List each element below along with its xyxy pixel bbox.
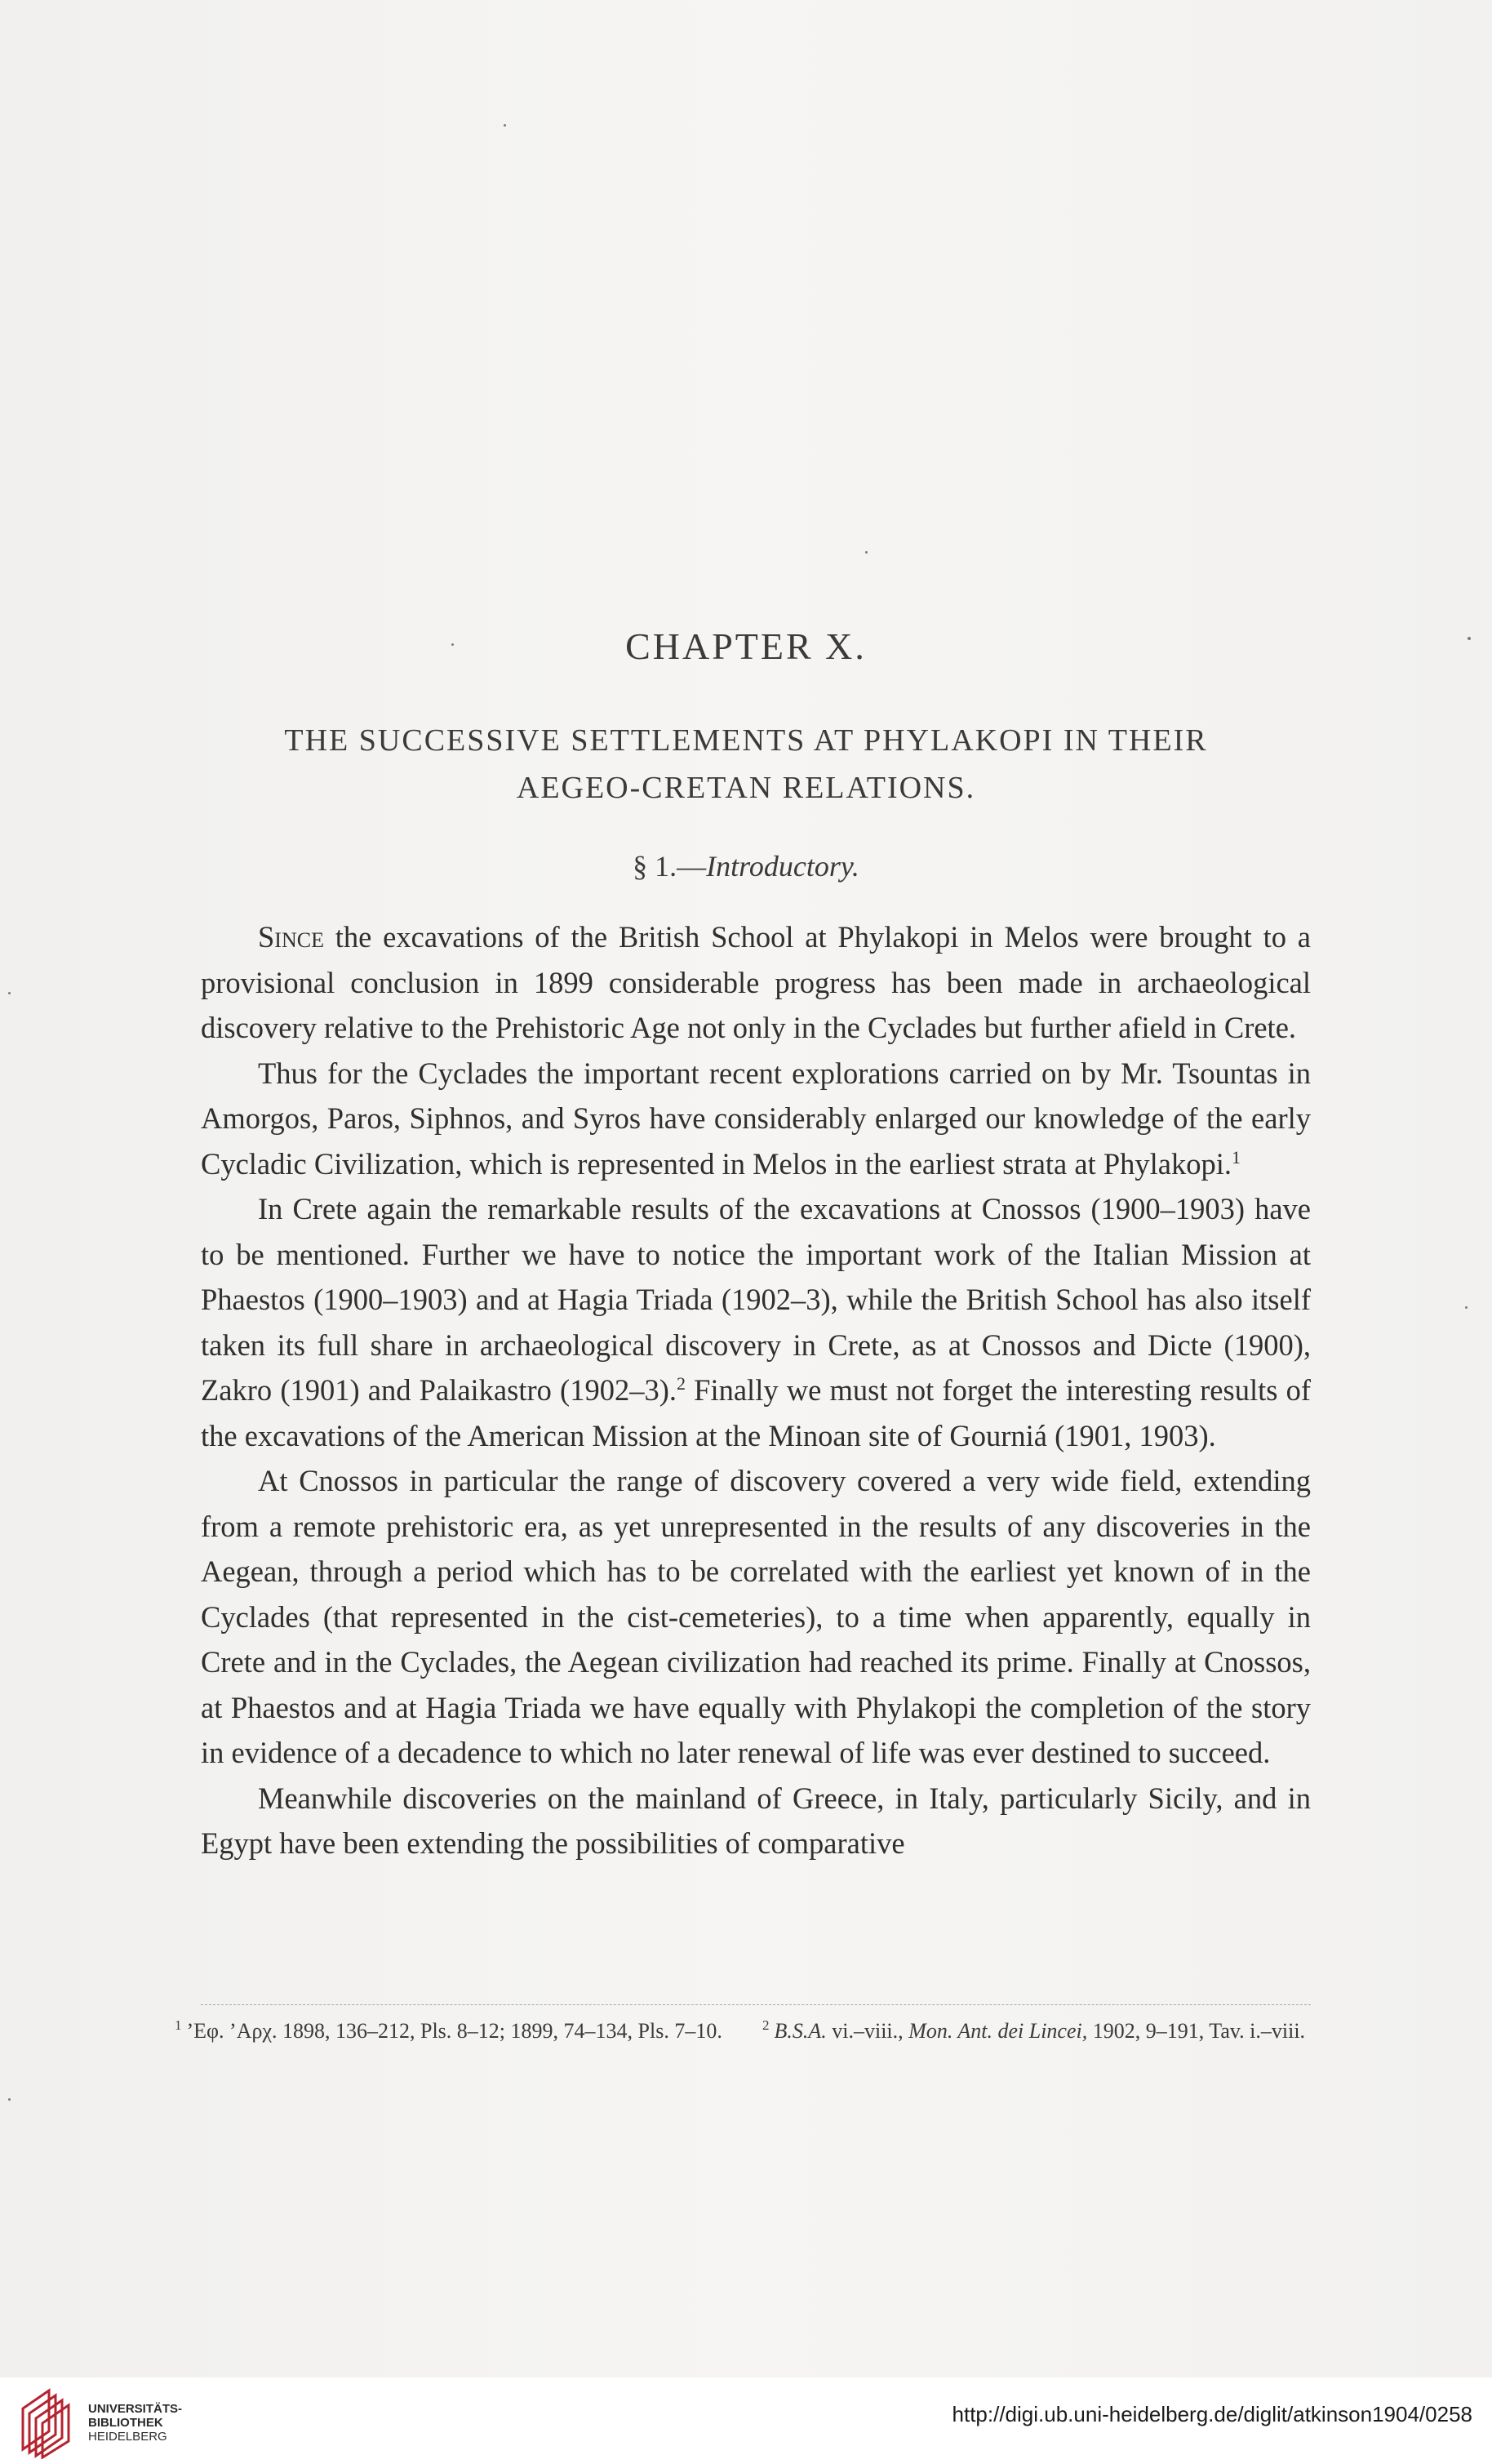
paragraph-lead-word: Since (258, 920, 324, 954)
paper-speck (1465, 1306, 1468, 1309)
paragraph-text: Meanwhile discoveries on the mainland of Greece, in Italy, particularly Sicily, and in Egypt have been extending the possibilities of comparative (201, 1781, 1311, 1860)
footnote-text: ’Εφ. ’Αρχ. 1898, 136–212, Pls. 8–12; 1899, 74–134, Pls. 7–10. (186, 2019, 722, 2043)
paragraph (201, 1776, 1311, 1866)
footnote-abbreviation: B.S.A. (774, 2019, 827, 2043)
library-name-line: BIBLIOTHEK (88, 2416, 163, 2430)
paper-speck (504, 124, 506, 127)
paragraph-text: Thus for the Cyclades the important recent explorations carried on by Mr. Tsountas in Amorgos, Paros, Siphnos, and Syros have considerably enlarged our knowledge of the early Cycladic Civilization, which is represented in Melos in the earliest strata at Phylakopi. (201, 1056, 1311, 1181)
footer-bar (0, 2377, 1492, 2464)
paragraph (201, 1186, 1311, 1458)
paragraph-text: At Cnossos in particular the range of discovery covered a very wide field, extending from a remote prehistoric era, as yet unrepresented in the results of any discoveries in the Aegean, through a period which has to be correlated with the earliest yet known of in the Cyclades (that represented in the cist-cemeteries), to a time when apparently, equally in Crete and in the Cyclades, the Aegean civilization had reached its prime. Finally at Cnossos, at Phaestos and at Hagia Triada we have equally with Phylakopi the completion of the story in evidence of a decadence to which no later renewal of life was ever destined to succeed. (201, 1464, 1311, 1769)
paper-speck (8, 992, 11, 994)
section-heading (0, 849, 1492, 883)
paragraph-text: Finally we must not forget the interesting results of the excavations of the American Mission at the Minoan site of Gourniá (1901, 1903). (201, 1373, 1312, 1452)
library-name-line: HEIDELBERG (88, 2430, 167, 2444)
footnote-divider (201, 2004, 1311, 2005)
paragraph-text: the excavations of the British School at Phylakopi in Melos were brought to a provisional conclusion in 1899 considerable progress has been made in archaeological discovery relative to the Prehistoric Age not only in the Cyclades but further afield in Crete. (201, 920, 1311, 1044)
section-title: Introductory. (706, 850, 859, 883)
source-url-link[interactable]: http://digi.ub.uni-heidelberg.de/diglit/atkinson1904/0258 (952, 2402, 1472, 2426)
library-logo-icon (16, 2384, 82, 2459)
chapter-title-line: THE SUCCESSIVE SETTLEMENTS AT PHYLAKOPI IN THEIR (284, 723, 1208, 758)
footnote-1 (175, 2017, 730, 2046)
paper-speck (865, 551, 868, 554)
footnote-journal: Mon. Ant. dei Lincei, (908, 2019, 1088, 2043)
library-name-line: UNIVERSITÄTS- (88, 2402, 183, 2416)
paragraph-text: In Crete again the remarkable results of the excavations at Cnossos (1900–1903) have to be mentioned. Further we have to notice the important work of the Italian Mission at Phaestos (1900–1903) and at Hagia Triada (1902–3), while the British School has also itself taken its full share in archaeological discovery in Crete, as at Cnossos and Dicte (1900), Zakro (1901) and Palaikastro (1902–3). (201, 1192, 1311, 1407)
chapter-title (0, 717, 1492, 812)
footnote-mark: 1 (175, 2017, 182, 2034)
library-name (88, 2402, 182, 2444)
footnote-2 (762, 2017, 1317, 2046)
paragraph (201, 914, 1311, 1051)
chapter-number: CHAPTER X. (625, 625, 867, 667)
body-text (201, 914, 1311, 1866)
footnote-reference[interactable]: 2 (676, 1372, 686, 1394)
paper-speck (8, 2098, 11, 2101)
footnote-reference[interactable]: 1 (1232, 1146, 1241, 1168)
paragraph (201, 1458, 1311, 1776)
chapter-title-line: AEGEO-CRETAN RELATIONS. (516, 771, 976, 805)
footnote-text: 1902, 9–191, Tav. i.–viii. (1087, 2019, 1306, 2043)
footnote-text: vi.–viii., (826, 2019, 909, 2043)
footnote-mark: 2 (762, 2017, 770, 2034)
paragraph (201, 1051, 1311, 1187)
section-mark: § 1.— (633, 850, 707, 883)
